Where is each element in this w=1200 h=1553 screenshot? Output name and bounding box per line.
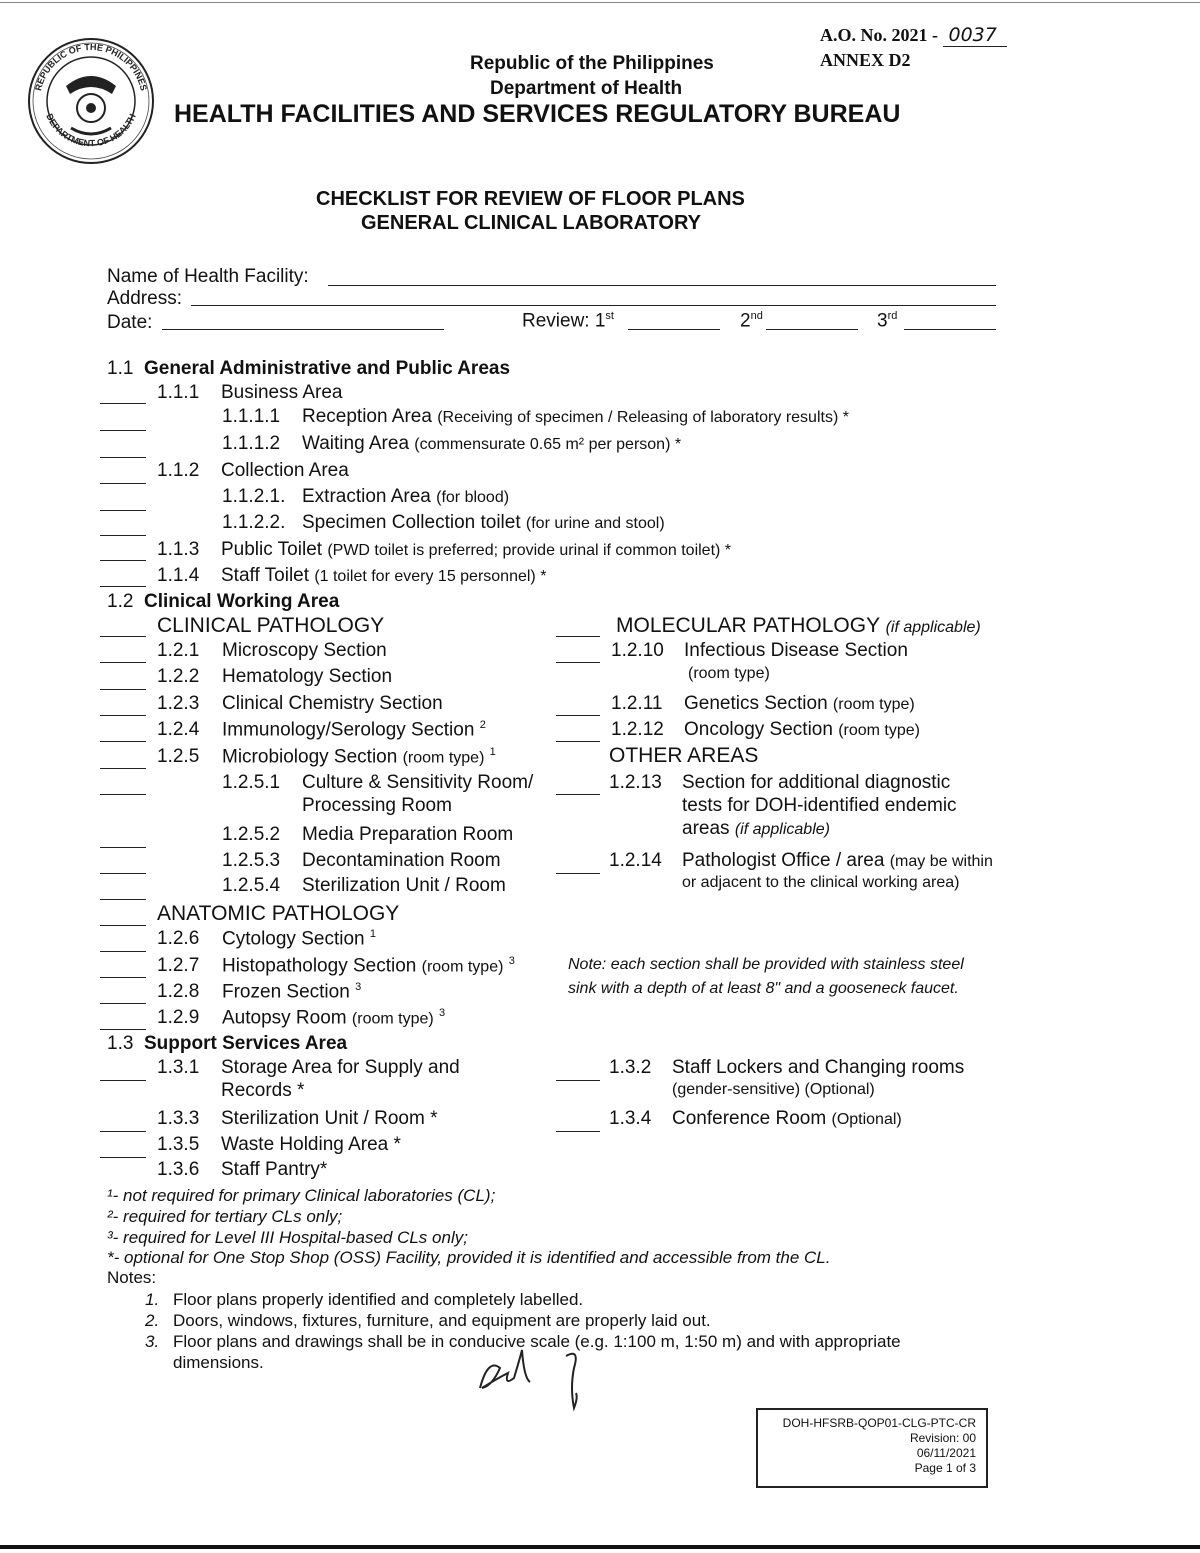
- item-number: 1.2.10: [611, 640, 664, 661]
- checkbox-blank-anatomic-pathology[interactable]: [100, 925, 146, 926]
- review-label: Review: 1: [522, 310, 606, 332]
- note-number: 1.: [145, 1290, 160, 1309]
- document-code: DOH-HFSRB-QOP01-CLG-PTC-CR: [782, 1416, 976, 1430]
- footnote-ref: 1: [489, 746, 496, 758]
- subheading-molecular-pathology: [616, 614, 981, 638]
- item-label: areas: [682, 818, 730, 839]
- item-decontamination-room: Decontamination Room: [302, 850, 501, 871]
- item-microbiology-section: [222, 746, 496, 768]
- checkbox-blank-1-2-5-2[interactable]: [100, 847, 146, 848]
- item-staff-lockers: Staff Lockers and Changing rooms: [672, 1057, 965, 1078]
- item-autopsy-room: [222, 1007, 445, 1029]
- item-number: 1.2.6: [157, 928, 200, 949]
- item-number: 1.1.2.2.: [222, 512, 286, 533]
- document-code-box: [756, 1408, 988, 1488]
- revision-number: Revision: 00: [909, 1431, 976, 1445]
- item-number: 1.3.1: [157, 1057, 200, 1078]
- footnote-ref: 3: [355, 981, 362, 993]
- item-number: 1.2.12: [611, 719, 664, 740]
- item-number: 1.1.2: [157, 460, 200, 481]
- item-note: (room type): [351, 1010, 434, 1028]
- sink-note-line2: sink with a depth of at least 8" and a gooseneck faucet.: [568, 980, 959, 997]
- item-number: 1.2.5.2: [222, 824, 281, 845]
- item-extraction-area: [302, 486, 509, 508]
- footnote-3: ³- required for Level III Hospital-based CLs only;: [107, 1228, 468, 1247]
- item-pathologist-office: [682, 850, 993, 872]
- sink-note-line1: Note: each section shall be provided with stainless steel: [568, 956, 964, 973]
- item-infectious-disease-section: Infectious Disease Section: [684, 640, 908, 661]
- item-number: 1.2.8: [157, 981, 200, 1002]
- item-number: 1.2.2: [157, 666, 200, 687]
- item-storage-area: Storage Area for Supply and: [221, 1057, 460, 1078]
- bottom-border: [0, 1545, 1200, 1549]
- item-number: 1.2.14: [609, 850, 662, 871]
- item-note: (room type): [838, 722, 920, 739]
- item-number: 1.1.3: [157, 539, 200, 560]
- footnote-ref: 1: [369, 928, 376, 940]
- item-number: 1.1.1.2: [222, 433, 281, 454]
- review-1st-field[interactable]: [628, 329, 720, 330]
- handwritten-signature: [470, 1338, 610, 1418]
- item-number: 1.1.1: [157, 382, 200, 403]
- item-number: 1.2.9: [157, 1007, 200, 1028]
- item-specimen-collection-toilet: [302, 512, 665, 534]
- checkbox-blank-1-2-10[interactable]: [556, 662, 600, 663]
- item-number: 1.2.1: [157, 640, 200, 661]
- footnote-ref: 2: [479, 719, 486, 731]
- section-title: Clinical Working Area: [143, 591, 340, 612]
- review-2nd: [740, 310, 763, 332]
- checkbox-blank-1-2-8[interactable]: [100, 1003, 146, 1004]
- item-note: (for blood): [436, 489, 510, 506]
- item-label: Conference Room: [672, 1108, 827, 1129]
- note-3-line2: dimensions.: [173, 1353, 264, 1372]
- note-2: Doors, windows, fixtures, furniture, and equipment are properly laid out.: [173, 1311, 711, 1330]
- checkbox-blank-1-2-14[interactable]: [556, 873, 600, 874]
- top-border: [0, 2, 1200, 3]
- item-label: Autopsy Room: [222, 1007, 347, 1029]
- item-note: (if applicable): [734, 821, 830, 838]
- section-number: 1.2: [107, 591, 134, 612]
- subheading-note: (if applicable): [885, 619, 981, 636]
- checkbox-blank-1-3-3[interactable]: [100, 1131, 146, 1132]
- item-cytology-section: [222, 928, 376, 950]
- item-number: 1.2.3: [157, 693, 200, 714]
- checklist-title: CHECKLIST FOR REVIEW OF FLOOR PLANS: [316, 188, 745, 210]
- notes-label: Notes:: [107, 1268, 157, 1287]
- review-1-sup: st: [605, 310, 614, 322]
- review-2nd-field[interactable]: [766, 329, 858, 330]
- section-title: Support Services Area: [143, 1033, 348, 1054]
- checklist-subtitle: GENERAL CLINICAL LABORATORY: [361, 212, 702, 234]
- department-label: Department of Health: [490, 78, 683, 99]
- item-number: 1.1.1.1: [222, 406, 281, 427]
- item-number: 1.1.4: [157, 565, 200, 586]
- note-number: 2.: [145, 1311, 160, 1330]
- checkbox-blank-1-1-3[interactable]: [100, 560, 146, 561]
- footnote-1: ¹- not required for primary Clinical laboratories (CL);: [107, 1186, 496, 1205]
- checkbox-blank-1-2-5-3[interactable]: [100, 873, 146, 874]
- item-note: (Optional): [831, 1111, 902, 1128]
- review-2-label: 2: [740, 310, 751, 332]
- item-note: (room type): [688, 665, 770, 682]
- item-note-line2: or adjacent to the clinical working area): [682, 874, 960, 891]
- item-staff-toilet: [221, 565, 546, 587]
- section-number: 1.3: [107, 1033, 134, 1054]
- item-media-preparation-room: Media Preparation Room: [302, 824, 514, 845]
- item-additional-diagnostic-line3: [682, 818, 830, 840]
- address-label: Address:: [107, 288, 182, 309]
- checkbox-blank-1-1-1-2[interactable]: [100, 457, 146, 458]
- date-field[interactable]: [162, 329, 444, 330]
- item-label: Immunology/Serology Section: [222, 719, 475, 741]
- item-number: 1.2.5.1: [222, 772, 281, 793]
- ao-number: [820, 24, 1007, 46]
- checkbox-blank-1-2-2[interactable]: [100, 689, 146, 690]
- checkbox-blank-1-3-1[interactable]: [100, 1080, 146, 1081]
- bureau-title: HEALTH FACILITIES AND SERVICES REGULATORY BUREAU: [174, 100, 901, 128]
- checkbox-blank-molecular-pathology[interactable]: [556, 636, 600, 637]
- item-number: 1.2.5: [157, 746, 200, 767]
- checkbox-blank-1-2-13[interactable]: [556, 794, 600, 795]
- item-note: (PWD toilet is preferred; provide urinal if common toilet) *: [327, 542, 732, 559]
- checkbox-blank-1-2-7[interactable]: [100, 977, 146, 978]
- review-3-label: 3: [877, 310, 888, 332]
- republic-label: Republic of the Philippines: [470, 53, 714, 74]
- item-histopathology-section: [222, 955, 515, 977]
- checkbox-blank-1-2-5-4[interactable]: [100, 899, 146, 900]
- checkbox-blank-1-2-6[interactable]: [100, 951, 146, 952]
- checkbox-blank-1-3-2[interactable]: [556, 1080, 600, 1081]
- item-number: 1.2.4: [157, 719, 200, 740]
- review-1st: [522, 310, 614, 332]
- section-1-3-heading: [107, 1033, 347, 1055]
- checkbox-blank-1-1-1[interactable]: [100, 403, 146, 404]
- item-label: Cytology Section: [222, 928, 365, 950]
- checkbox-blank-1-2-9[interactable]: [100, 1029, 146, 1030]
- item-note: (gender-sensitive) (Optional): [672, 1081, 875, 1098]
- item-label: Pathologist Office / area: [682, 850, 885, 871]
- item-sterilization-unit-support: Sterilization Unit / Room *: [221, 1108, 438, 1129]
- review-3rd: [877, 310, 897, 332]
- item-number: 1.3.6: [157, 1159, 200, 1180]
- subheading-clinical-pathology: CLINICAL PATHOLOGY: [157, 614, 385, 637]
- note-number: 3.: [145, 1332, 160, 1351]
- item-number: 1.1.2.1.: [222, 486, 286, 507]
- svg-text:REPUBLIC OF THE PHILIPPINES: REPUBLIC OF THE PHILIPPINES: [33, 41, 149, 92]
- address-field[interactable]: [191, 305, 996, 306]
- item-additional-diagnostic-line2: tests for DOH-identified endemic: [682, 795, 957, 816]
- checkbox-blank-1-2-12[interactable]: [556, 741, 600, 742]
- date-label: Date:: [107, 312, 153, 333]
- page-number: Page 1 of 3: [914, 1461, 976, 1475]
- item-hematology-section: Hematology Section: [222, 666, 393, 687]
- item-label: Genetics Section: [684, 693, 828, 714]
- item-note: (room type): [421, 958, 504, 976]
- checkbox-blank-1-3-5[interactable]: [100, 1157, 146, 1158]
- doh-seal-logo: [26, 36, 156, 166]
- item-number: 1.2.11: [611, 693, 663, 714]
- item-number: 1.3.4: [609, 1108, 652, 1129]
- item-note: (commensurate 0.65 m² per person) *: [414, 436, 682, 453]
- item-sterilization-unit: Sterilization Unit / Room: [302, 875, 506, 896]
- review-2-sup: nd: [750, 310, 763, 322]
- item-additional-diagnostic-section: Section for additional diagnostic: [682, 772, 951, 793]
- checkbox-blank-clinical-pathology[interactable]: [100, 636, 146, 637]
- item-label: Frozen Section: [222, 981, 350, 1003]
- review-3rd-field[interactable]: [904, 329, 996, 330]
- item-frozen-section: [222, 981, 361, 1003]
- checkbox-blank-1-2-4[interactable]: [100, 741, 146, 742]
- note-1: Floor plans properly identified and completely labelled.: [173, 1290, 584, 1309]
- item-label: Waiting Area: [302, 433, 410, 454]
- item-note: (room type): [402, 749, 485, 767]
- footnote-4: *- optional for One Stop Shop (OSS) Facility, provided it is identified and accessible from the CL.: [107, 1248, 831, 1267]
- item-number: 1.3.2: [609, 1057, 652, 1078]
- item-label: Extraction Area: [302, 486, 431, 507]
- checkbox-blank-1-3-4[interactable]: [556, 1131, 600, 1132]
- section-title: General Administrative and Public Areas: [143, 358, 511, 379]
- facility-name-field[interactable]: [328, 285, 996, 286]
- checkbox-blank-1-1-2-1[interactable]: [100, 510, 146, 511]
- item-storage-area-line2: Records *: [221, 1080, 305, 1101]
- item-note: (1 toilet for every 15 personnel) *: [314, 568, 547, 585]
- footnote-2: ²- required for tertiary CLs only;: [107, 1207, 343, 1226]
- item-label: Reception Area: [302, 406, 432, 427]
- checkbox-blank-1-1-1-1[interactable]: [100, 430, 146, 431]
- revision-date: 06/11/2021: [916, 1446, 976, 1460]
- subheading-other-areas: OTHER AREAS: [609, 744, 759, 767]
- item-clinical-chemistry-section: Clinical Chemistry Section: [222, 693, 443, 714]
- item-label: Microbiology Section: [222, 746, 398, 768]
- item-note: (room type): [832, 696, 915, 713]
- item-waste-holding-area: Waste Holding Area *: [221, 1134, 401, 1155]
- item-business-area: Business Area: [221, 382, 343, 403]
- item-note: (for urine and stool): [525, 515, 665, 532]
- annex-label: ANNEX D2: [820, 50, 911, 70]
- item-label: Oncology Section: [684, 719, 833, 740]
- section-number: 1.1: [107, 358, 134, 379]
- item-number: 1.3.5: [157, 1134, 200, 1155]
- facility-name-label: Name of Health Facility:: [107, 266, 309, 287]
- subheading-anatomic-pathology: ANATOMIC PATHOLOGY: [157, 902, 400, 925]
- checkbox-blank-1-1-2-2[interactable]: [100, 535, 146, 536]
- item-immunology-serology-section: [222, 719, 486, 741]
- item-oncology-section: [684, 719, 920, 741]
- item-collection-area: Collection Area: [221, 460, 349, 481]
- checkbox-blank-1-2-5-1[interactable]: [100, 794, 146, 795]
- item-number: 1.2.5.3: [222, 850, 281, 871]
- checkbox-blank-1-1-2[interactable]: [100, 483, 146, 484]
- item-processing-room: Processing Room: [302, 795, 452, 816]
- item-conference-room: [672, 1108, 902, 1130]
- note-3: Floor plans and drawings shall be in conducive scale (e.g. 1:100 m, 1:50 m) and with appropriate: [173, 1332, 901, 1351]
- ao-label: A.O. No. 2021 -: [820, 25, 938, 45]
- footnote-ref: 3: [508, 955, 515, 967]
- checkbox-blank-1-2-11[interactable]: [556, 715, 600, 716]
- section-1-2-heading: [107, 591, 339, 613]
- svg-text:DEPARTMENT OF HEALTH: DEPARTMENT OF HEALTH: [44, 112, 138, 149]
- item-label: Staff Toilet: [221, 565, 310, 586]
- item-number: 1.2.13: [609, 772, 662, 793]
- item-note: (may be within: [889, 853, 993, 870]
- item-number: 1.3.3: [157, 1108, 200, 1129]
- footnote-ref: 3: [438, 1007, 446, 1019]
- item-reception-area: [302, 406, 849, 428]
- item-public-toilet: [221, 539, 731, 561]
- review-3-sup: rd: [887, 310, 898, 322]
- checkbox-blank-1-1-4[interactable]: [100, 586, 146, 587]
- checkbox-blank-1-2-3[interactable]: [100, 715, 146, 716]
- item-label: Histopathology Section: [222, 955, 417, 977]
- item-culture-sensitivity-room: Culture & Sensitivity Room/: [302, 772, 534, 793]
- item-genetics-section: [684, 693, 915, 715]
- item-note: (Receiving of specimen / Releasing of laboratory results) *: [437, 409, 849, 426]
- section-1-1-heading: [107, 358, 510, 380]
- item-staff-pantry: Staff Pantry*: [221, 1159, 328, 1180]
- item-number: 1.2.5.4: [222, 875, 281, 896]
- checkbox-blank-1-2-5[interactable]: [100, 768, 146, 769]
- checkbox-blank-1-2-1[interactable]: [100, 662, 146, 663]
- item-label: Specimen Collection toilet: [302, 512, 521, 533]
- item-label: Public Toilet: [221, 539, 323, 560]
- item-waiting-area: [302, 433, 681, 455]
- item-number: 1.2.7: [157, 955, 200, 976]
- ao-handwritten-number: 0037: [943, 24, 1007, 47]
- item-microscopy-section: Microscopy Section: [222, 640, 387, 661]
- subheading-label: MOLECULAR PATHOLOGY: [616, 614, 880, 637]
